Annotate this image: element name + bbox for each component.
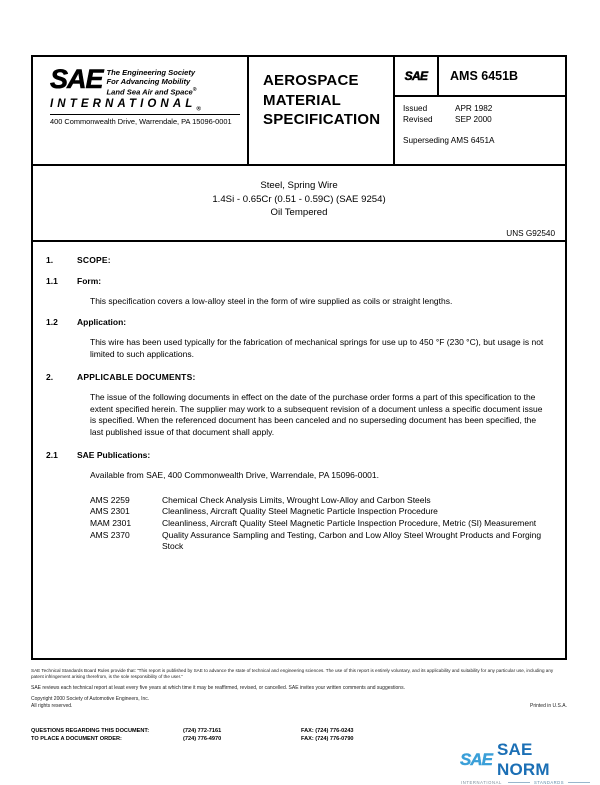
list-item: [90, 506, 545, 518]
printed-in: Printed in U.S.A.: [530, 702, 567, 709]
sae-norm-logo: [460, 740, 590, 785]
section-2-1-text: Available from SAE, 400 Commonwealth Drive, Warrendale, PA 15096-0001.: [90, 470, 379, 481]
section-1-1-number: 1.1: [46, 275, 58, 286]
footer-copyright: [31, 696, 567, 709]
divider-right: [568, 782, 590, 783]
sae-address: 400 Commonwealth Drive, Warrendale, PA 15096-0001: [50, 117, 232, 127]
sae-tagline-line1: The Engineering Society: [106, 68, 196, 77]
sae-logo-row: [50, 66, 247, 97]
sae-tagline: [107, 66, 197, 97]
revised-value: SEP 2000: [455, 114, 492, 124]
section-1-2-text: This wire has been used typically for the fabrication of mechanical springs for use up to 450 °F (230 °C), but usage is not limited to such applications.: [90, 337, 544, 359]
document-body: [33, 242, 565, 553]
contact-telephone[interactable]: (724) 772-7161: [183, 728, 222, 734]
issued-row: [403, 104, 565, 115]
reference-title: Quality Assurance Sampling and Testing, Carbon and Low Alloy Steel Wrought Products and Forging Stock: [162, 529, 542, 552]
reference-title: Cleanliness, Aircraft Quality Steel Magnetic Particle Inspection Procedure, Metric (SI) Measurement: [162, 517, 537, 528]
section-1-2-title: Application:: [77, 316, 127, 327]
sae-logo-icon: SAE: [50, 64, 103, 94]
section-2-1-number: 2.1: [46, 449, 58, 460]
section-1-2-heading: [46, 317, 545, 329]
section-1-title: SCOPE:: [77, 255, 111, 265]
section-2-text: The issue of the following documents in effect on the date of the purchase order forms a part of this specification to the extent specified herein. The supplier may work to a subsequent revision of a document unless a specific document issue is specified. When the referenced document has been canceled and no superseding document has been specified, the last published issue of that document shall apply.: [90, 392, 543, 437]
footer-contacts: [31, 727, 501, 744]
sae-norm-tagline: STANDARDS: [533, 780, 564, 785]
uns-number: UNS G92540: [506, 228, 555, 238]
docid-top-row: [395, 57, 565, 97]
header-divider-rule: [50, 114, 240, 115]
section-1-1-title: Form:: [77, 275, 102, 286]
issued-value: APR 1982: [455, 104, 493, 113]
spec-kind-line3: SPECIFICATION: [263, 111, 381, 128]
sae-logo-block: [33, 57, 247, 164]
sae-norm-name: SAE NORM: [496, 740, 550, 779]
sae-norm-international: INTERNATIONAL: [460, 780, 502, 785]
sae-badge-icon: SAE: [404, 69, 428, 83]
section-2-1-heading: [46, 450, 545, 462]
reference-list: [90, 495, 545, 553]
section-2-1-title: SAE Publications:: [77, 449, 151, 460]
list-item: [90, 530, 545, 553]
footer-fine-print: [31, 668, 567, 709]
revised-label: Revised: [403, 114, 433, 124]
section-1-2-number: 1.2: [46, 316, 58, 327]
section-1-heading: [46, 255, 545, 267]
contact-label: TO PLACE A DOCUMENT ORDER:: [31, 736, 122, 743]
list-item: [90, 495, 545, 507]
sae-international-label: $INTERNATIONAL_®$: [50, 97, 201, 113]
title-line2: 1.4Si - 0.65Cr (0.51 - 0.59C) (SAE 9254): [212, 193, 386, 205]
contact-label: QUESTIONS REGARDING THIS DOCUMENT:: [31, 728, 150, 734]
sae-tagline-line2: For Advancing Mobility: [106, 77, 191, 87]
contact-telephone[interactable]: (724) 776-4970: [183, 736, 222, 743]
issued-label: Issued: [403, 104, 428, 113]
spec-kind-line1: AEROSPACE: [263, 72, 359, 89]
sae-norm-logo-row: [460, 740, 590, 780]
section-1-1-text: This specification covers a low-alloy steel in the form of wire supplied as coils or straight lengths.: [90, 296, 453, 307]
contact-fax: FAX: (724) 776-0243: [301, 728, 354, 734]
title-line3: Oil Tempered: [270, 207, 328, 218]
footer-disclaimer: SAE Technical Standards Board Rules provide that: “This report is published by SAE to advance the state of technical and engineering sciences. The use of this report is entirely voluntary, and its applicability and suitability for any particular use, including any patent infringement arising therefrom, is the sole responsibility of the user.”: [31, 668, 554, 679]
reference-id: AMS 2370: [90, 529, 130, 540]
title-line1: Steel, Spring Wire: [260, 180, 338, 191]
contact-fax: FAX: (724) 776-0790: [301, 736, 354, 743]
section-2-heading: [46, 372, 545, 384]
superseding-note: Superseding AMS 6451A: [403, 136, 495, 145]
title-block: [33, 166, 565, 242]
specification-frame: [31, 55, 567, 660]
reference-title: Cleanliness, Aircraft Quality Steel Magnetic Particle Inspection Procedure: [162, 506, 438, 517]
sae-norm-subtitle: [460, 780, 590, 785]
docid-block: [393, 57, 565, 164]
footer-review-note: SAE reviews each technical report at least every five years at which time it may be reaffirmed, revised, or cancelled. SAE invites your written comments and suggestions.: [31, 685, 405, 691]
section-1-1-heading: [46, 276, 545, 288]
document-number: AMS 6451B: [450, 69, 519, 83]
reference-id: AMS 2301: [90, 506, 130, 517]
section-2-title: APPLICABLE DOCUMENTS:: [77, 371, 196, 382]
contact-row: [31, 735, 501, 743]
section-1-number: 1.: [46, 255, 54, 265]
contact-row: [31, 727, 501, 735]
reference-id: MAM 2301: [90, 517, 132, 528]
revised-row: [403, 115, 565, 126]
sae-tagline-line3: Land Sea Air and Space®: [106, 87, 197, 97]
spec-kind-line2: MATERIAL: [263, 91, 341, 109]
sae-norm-mark-icon: SAE: [460, 750, 492, 769]
copyright-line2: All rights reserved.: [31, 702, 73, 709]
section-2-number: 2.: [46, 371, 54, 382]
divider-left: [508, 782, 530, 783]
list-item: [90, 518, 545, 530]
document-header: [33, 57, 565, 166]
sae-badge: [395, 57, 439, 95]
copyright-line1: Copyright 2000 Society of Automotive Engineers, Inc.: [31, 696, 150, 703]
reference-title: Chemical Check Analysis Limits, Wrought Low-Alloy and Carbon Steels: [162, 494, 431, 505]
reference-id: AMS 2259: [90, 494, 130, 505]
spec-kind-block: [247, 57, 393, 164]
docid-dates: [395, 97, 565, 125]
